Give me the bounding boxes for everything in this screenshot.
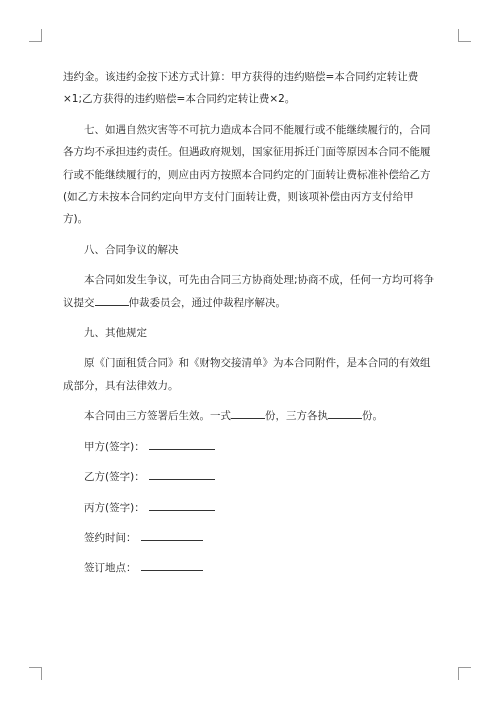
document-body [63,66,435,588]
dispute-text-a: 本合同如发生争议，可先由合同三方协商处理;协商不成，任何一方均可将争议提交 [63,274,435,309]
party-c-label: 丙方(签字)： [84,501,145,514]
signature-party-b [63,466,435,488]
heading-dispute: 八、合同争议的解决 [84,243,179,256]
party-a-label: 甲方(签字)： [84,440,145,453]
paragraph-copies [63,405,435,427]
dispute-text-b: 仲裁委员会，通过仲裁程序解决。 [128,296,286,309]
heading-other: 九、其他规定 [84,327,147,340]
copies-text-a: 本合同由三方签署后生效。一式 [84,410,231,423]
copies-text-c: 份。 [362,410,383,423]
party-a-signature-line [149,437,215,450]
crop-mark-top-right [458,29,471,42]
signature-place [63,557,435,579]
sign-place-label: 签订地点： [84,562,137,575]
paragraph-penalty: 违约金。该违约金按下述方式计算：甲方获得的违约赔偿=本合同约定转让费×1;乙方获得的违约赔偿=本合同约定转让费×2。 [63,71,419,106]
party-b-signature-line [149,467,215,480]
copies-total-blank [231,406,265,419]
signature-party-a [63,436,435,458]
paragraph-force-majeure: 七、如遇自然灾害等不可抗力造成本合同不能履行或不能继续履行的，合同各方均不承担违约责任。但遇政府规划，国家征用拆迁门面等原因本合同不能履行或不能继续履行的，则应由丙方按照本合同约定的门面转让费标准补偿给乙方(如乙方未按本合同约定向甲方支付门面转让费，则该项补偿由丙方支付给甲方)。 [63,123,431,226]
crop-mark-top-left [29,29,42,42]
copies-text-b: 份，三方各执 [265,410,328,423]
arbitration-blank [95,293,129,306]
crop-mark-bottom-left [29,667,42,680]
party-b-label: 乙方(签字)： [84,471,145,484]
copies-each-blank [328,406,362,419]
sign-time-line [141,528,203,541]
crop-mark-bottom-right [458,667,471,680]
paragraph-attachments: 原《门面租赁合同》和《财物交接清单》为本合同附件，是本合同的有效组成部分，具有法律效力。 [63,357,431,392]
sign-time-label: 签约时间： [84,531,137,544]
paragraph-dispute [63,269,435,314]
party-c-signature-line [149,498,215,511]
signature-party-c [63,497,435,519]
sign-place-line [141,558,203,571]
signature-time [63,527,435,549]
